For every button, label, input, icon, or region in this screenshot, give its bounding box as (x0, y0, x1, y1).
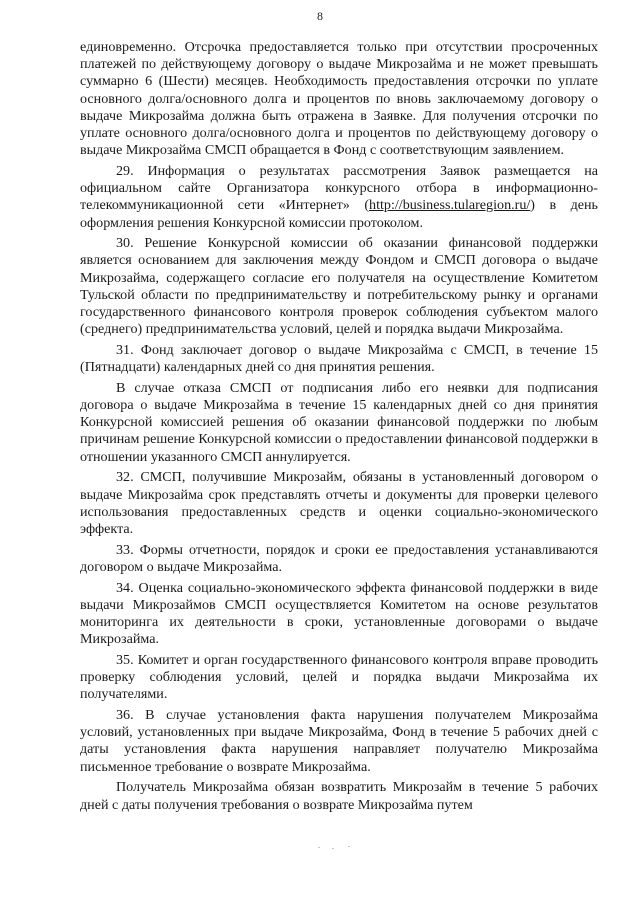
paragraph-36: 36. В случае установления факта нарушения получателем Микрозайма условий, установленных при выдаче Микрозайма, Фонд в течение 5 рабочих дней с даты установления факта нарушения направляет получателю Микрозайма письменное требование о возврате Микрозайма. (80, 707, 598, 775)
scan-artifact (318, 845, 358, 851)
paragraph-34: 34. Оценка социально-экономического эффекта финансовой поддержки в виде выдачи Микрозаймов СМСП осуществляется Комитетом на основе результатов мониторинга их деятельности в сроки, установленные договорами о выдаче Микрозайма. (80, 579, 598, 648)
paragraph-29-text-before: 29. Информация о результатах рассмотрения Заявок размещается на официальном сайте Организатора конкурсного отбора в информационно-телекоммуникационной сети «Интернет» ( (80, 162, 598, 214)
page-number: 8 (317, 9, 323, 23)
paragraph-32: 32. СМСП, получившие Микрозайм, обязаны в установленный договором о выдаче Микрозайма срок представлять отчеты и документы для проверки целевого использования предоставленных средств и оценки социально-экономического эффекта. (80, 469, 598, 537)
scan-speck (348, 846, 350, 847)
paragraph-31-refusal: В случае отказа СМСП от подписания либо его неявки для подписания договора о выдаче Микрозайма в течение 15 календарных дней со дня принятия Конкурсной комиссией решения об оказании финансовой поддержки по любым причинам решение Конкурсной комиссии о предоставлении финансовой поддержки в отношении указанного СМСП аннулируется. (80, 379, 598, 465)
scan-speck (318, 847, 320, 848)
paragraph-29-text-after: ) в день оформления решения Конкурсной комиссии протоколом. (80, 197, 598, 231)
scan-speck (332, 848, 334, 849)
paragraph-29 (80, 163, 598, 232)
document-body (80, 39, 598, 814)
paragraph-35: 35. Комитет и орган государственного финансового контроля вправе проводить проверку соблюдения условий, целей и порядка выдачи Микрозайма их получателями. (80, 651, 598, 703)
paragraph-33: 33. Формы отчетности, порядок и сроки ее предоставления устанавливаются договором о выдаче Микрозайма. (80, 541, 598, 575)
paragraph-30: 30. Решение Конкурсной комиссии об оказании финансовой поддержки является основанием для заключения между Фондом и СМСП договора о выдаче Микрозайма, содержащего согласие его получателя на осуществление Комитетом Тульской области по предпринимательству и потребительскому рынку и органами государственного финансового контроля проверок соблюдения субъектом малого (среднего) предпринимательства условий, целей и порядка выдачи Микрозайма. (80, 235, 598, 338)
paragraph-continuation: единовременно. Отсрочка предоставляется только при отсутствии просроченных платежей по действующему договору о выдаче Микрозайма и не может превышать суммарно 6 (Шести) месяцев. Необходимость предоставления отсрочки по уплате основного долга/основного долга и процентов по вновь заключаемому договору о выдаче Микрозайма должна быть отражена в Заявке. Для получения отсрочки по уплате основного долга/основного долга и процентов по действующему договору о выдаче Микрозайма СМСП обращается в Фонд с соответствующим заявлением. (80, 39, 598, 159)
paragraph-36-return: Получатель Микрозайма обязан возвратить Микрозайм в течение 5 рабочих дней с даты получения требования о возврате Микрозайма путем (80, 779, 598, 813)
business-portal-link[interactable]: http://business.tularegion.ru/ (369, 197, 531, 214)
paragraph-31: 31. Фонд заключает договор о выдаче Микрозайма с СМСП, в течение 15 (Пятнадцати) календарных дней со дня принятия решения. (80, 341, 598, 376)
